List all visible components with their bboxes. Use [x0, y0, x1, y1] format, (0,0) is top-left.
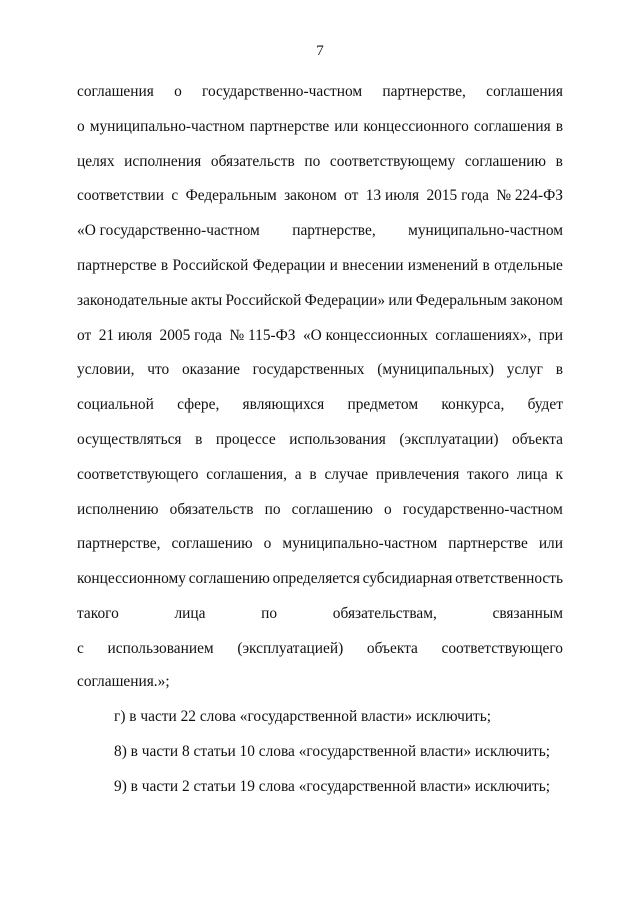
paragraph-word: процессе [215, 431, 276, 448]
paragraph-word: обязательствам, [332, 605, 437, 622]
paragraph-word: объекта [366, 639, 418, 657]
paragraph-line [77, 82, 563, 102]
paragraph-word: лица [516, 465, 548, 483]
paragraph-word: использования [289, 431, 386, 448]
paragraph-word: по [304, 152, 321, 170]
paragraph-word: государственно-частном [402, 500, 563, 518]
paragraph-word: о [174, 83, 182, 100]
paragraph-word: соответствии [77, 187, 164, 205]
paragraph-word: от [344, 187, 359, 205]
paragraph-word: соглашения [77, 83, 154, 100]
paragraph-word: будет [527, 396, 563, 414]
paragraph-word: являющихся [242, 396, 325, 414]
paragraph-word: по [261, 605, 278, 622]
paragraph-line [77, 291, 563, 311]
paragraph-word: использованием [107, 639, 214, 657]
paragraph-word: законом [510, 291, 563, 309]
paragraph-word: в [160, 257, 169, 274]
paragraph-word: 2005 года [159, 326, 222, 344]
paragraph-word: соответствующему [329, 152, 456, 170]
paragraph-word: Федеральным [415, 291, 507, 309]
paragraph-word: или [334, 117, 359, 135]
paragraph-word: партнерстве [448, 535, 528, 553]
paragraph-word: «О государственно-частном [77, 222, 260, 240]
paragraph-word: Федерации [252, 257, 326, 274]
paragraph-word: Российской [225, 291, 302, 309]
paragraph-word: лица [174, 605, 206, 622]
paragraph-word: соглашению [171, 535, 253, 553]
paragraph-word: определяется [272, 570, 360, 588]
paragraph-line [77, 465, 563, 485]
paragraph-word: о [263, 535, 272, 553]
paragraph-word: в [195, 431, 203, 448]
paragraph-word: государственно-частном [202, 83, 363, 100]
paragraph-word: государственных [252, 361, 365, 379]
paragraph-line [77, 326, 563, 346]
paragraph-word: муниципально-частном [282, 535, 438, 553]
paragraph-word: (эксплуатации) [399, 431, 499, 448]
paragraph-word: объекта [512, 431, 563, 448]
paragraph-word: связанным [492, 605, 563, 622]
paragraph-word: о [77, 117, 85, 135]
paragraph-word: муниципально-частном [89, 117, 245, 135]
paragraph-word: соответствующего [441, 639, 563, 657]
paragraph-word: партнерстве, [77, 535, 161, 553]
paragraph-line [77, 534, 563, 554]
paragraph-word: изменений [407, 257, 479, 274]
paragraph-word: по [264, 500, 281, 518]
paragraph-word: законом [284, 187, 337, 205]
paragraph-line [77, 186, 563, 206]
paragraph-word: или [538, 535, 563, 553]
paragraph-word: субсидиарная [362, 570, 453, 588]
paragraph-word: Федерации» [304, 291, 386, 309]
paragraph-word: сфере, [177, 396, 220, 414]
paragraph-word: муниципально-частном [408, 222, 563, 240]
paragraph-word: партнерстве, [292, 222, 376, 240]
paragraph-word: «О концессионных [302, 326, 428, 344]
paragraph-word: законодательные [77, 291, 188, 309]
paragraph-word: исполнению [77, 500, 159, 518]
paragraph-word: соглашению [188, 570, 270, 588]
paragraph-word: внесении [342, 257, 404, 274]
paragraph-word: обязательств [210, 152, 295, 170]
paragraph-word: соглашения, [206, 465, 287, 483]
paragraph-line [77, 117, 563, 137]
paragraph-word: конкурса, [441, 396, 505, 414]
paragraph-line [77, 604, 563, 624]
paragraph-word: и [329, 257, 338, 274]
paragraph-word: привлечения [375, 465, 460, 483]
paragraph-word: соглашению [291, 500, 373, 518]
list-item-9: 9) в части 2 статьи 19 слова «государственной власти» исключить; [114, 778, 551, 795]
paragraph-word: целях [77, 152, 115, 170]
paragraph-word: с [77, 639, 84, 657]
paragraph-word: такого [77, 605, 119, 622]
paragraph-word: соглашениях», [435, 326, 532, 344]
page-number: 7 [316, 43, 324, 59]
paragraph-word: соглашению [464, 152, 547, 170]
paragraph-word: (эксплуатацией) [237, 639, 344, 657]
paragraph-line [77, 152, 563, 172]
list-item-8: 8) в части 8 статьи 10 слова «государственной власти» исключить; [114, 743, 551, 760]
paragraph-word: ответственность [455, 570, 563, 588]
paragraph-word: такого [467, 465, 509, 483]
paragraph-word: № 224-ФЗ [496, 187, 563, 205]
paragraph-word: (муниципальных) [377, 361, 495, 379]
paragraph-word: услуг [506, 361, 543, 379]
paragraph-word: № 115-ФЗ [229, 326, 296, 344]
paragraph-line [77, 221, 563, 241]
paragraph-word: в [555, 117, 563, 135]
paragraph-line [77, 395, 563, 415]
paragraph-line [77, 639, 563, 659]
paragraph-word: или [388, 291, 413, 309]
paragraph-line [77, 569, 563, 589]
paragraph-word: акты [191, 291, 223, 309]
paragraph-word: к [555, 465, 563, 483]
paragraph-word: партнерстве [249, 117, 330, 135]
paragraph-word: концессионного [363, 117, 469, 135]
paragraph-word: Российской [172, 257, 249, 274]
paragraph-last-line: соглашения.»; [77, 673, 170, 690]
paragraph-word: осуществляться [77, 431, 182, 448]
paragraph-word: отдельные [494, 257, 563, 274]
paragraph-word: предметом [347, 396, 419, 414]
paragraph-line [77, 430, 563, 450]
list-item-g: г) в части 22 слова «государственной власти» исключить; [114, 708, 492, 725]
paragraph-word: 2015 года [426, 187, 489, 205]
paragraph-word: соответствующего [77, 465, 199, 483]
paragraph-word: в [555, 152, 563, 170]
paragraph-word: а [294, 465, 302, 483]
paragraph-word: 13 июля [365, 187, 420, 205]
paragraph-word: в [309, 465, 317, 483]
paragraph-word: 21 июля [98, 326, 153, 344]
paragraph-word: партнерстве [77, 257, 157, 274]
paragraph-line [77, 256, 563, 276]
paragraph-line [77, 360, 563, 380]
paragraph-word: что [147, 361, 170, 379]
paragraph-word: концессионному [77, 570, 186, 588]
paragraph-word: в [555, 361, 563, 379]
paragraph-line [77, 500, 563, 520]
paragraph-word: случае [324, 465, 369, 483]
paragraph-word: при [538, 326, 563, 344]
paragraph-word: соглашения [486, 83, 563, 100]
paragraph-word: в [482, 257, 490, 274]
paragraph-word: с [171, 187, 179, 205]
paragraph-word: Федеральным [185, 187, 277, 205]
paragraph-word: соглашения [473, 117, 551, 135]
paragraph-word: обязательств [169, 500, 254, 518]
paragraph-word: от [77, 326, 92, 344]
paragraph-word: партнерстве, [382, 83, 466, 100]
paragraph-word: условии, [77, 361, 135, 379]
paragraph-word: социальной [77, 396, 154, 414]
paragraph-word: оказание [181, 361, 240, 379]
paragraph-word: исполнения [124, 152, 202, 170]
paragraph-word: о [384, 500, 392, 518]
